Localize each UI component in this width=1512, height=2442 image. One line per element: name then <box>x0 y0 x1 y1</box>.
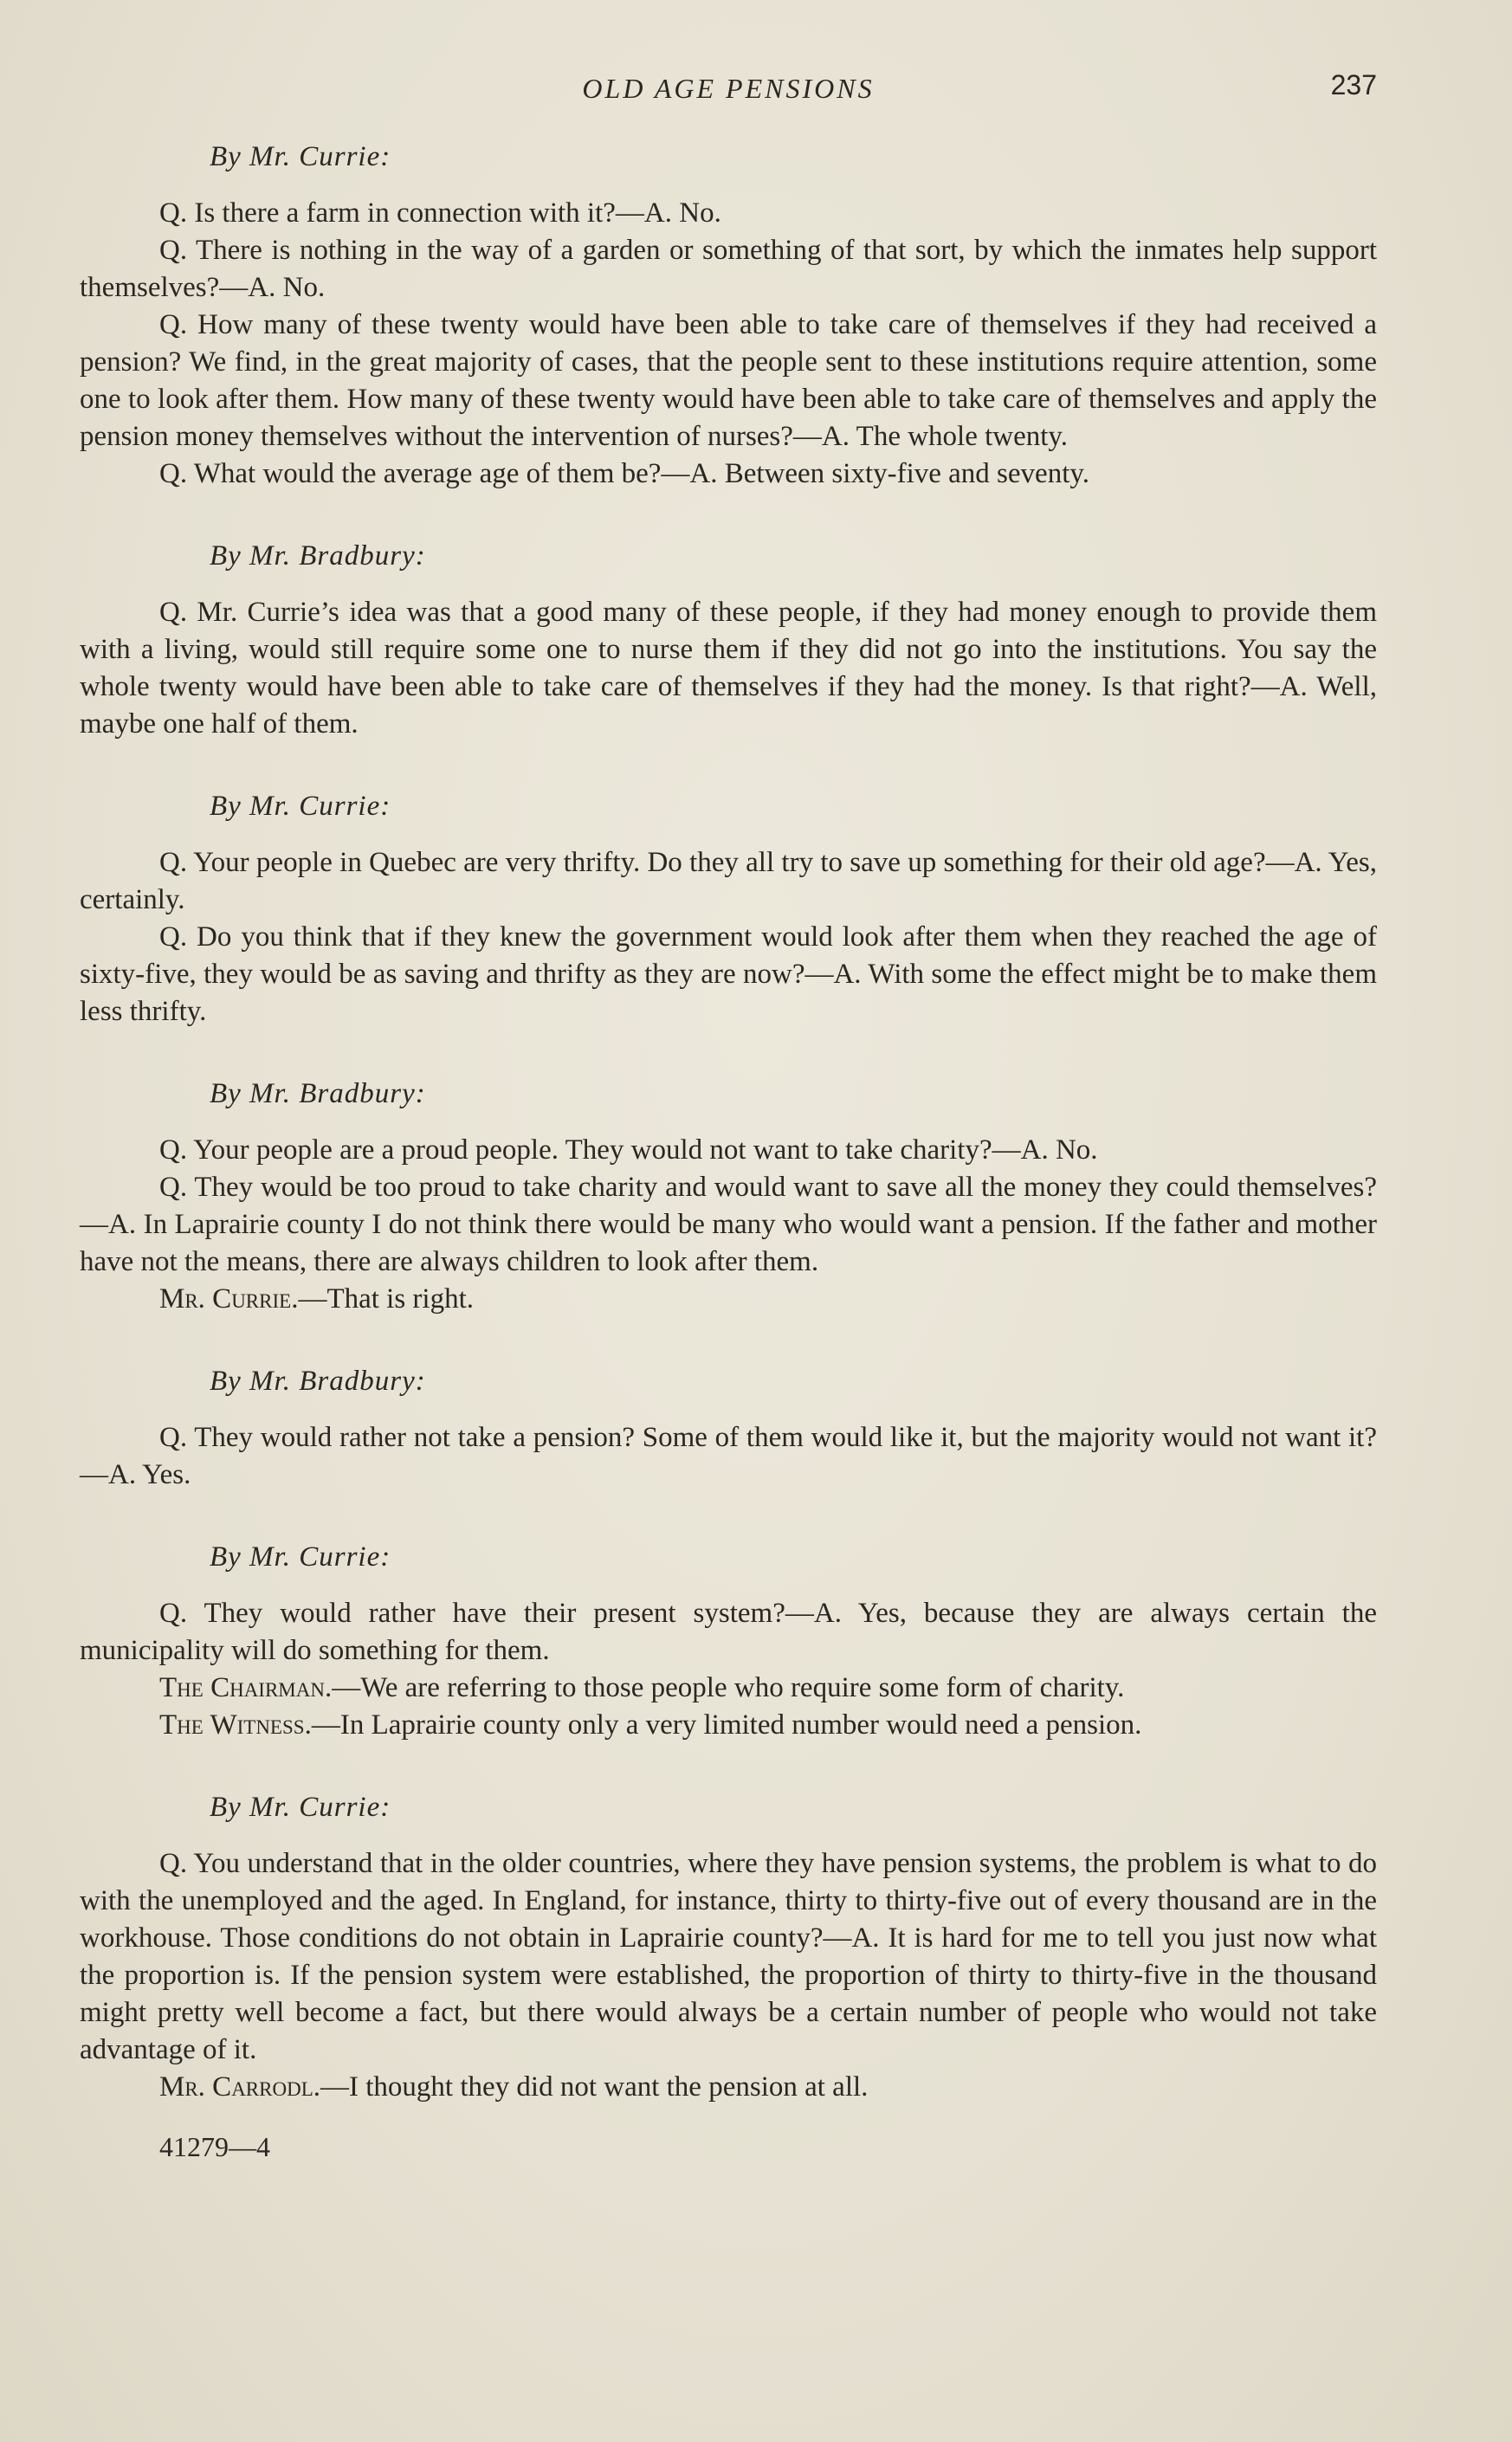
signature-mark: 41279—4 <box>159 2131 270 2162</box>
testimony-paragraph: Q. What would the average age of them be?—A. Between sixty-five and seventy. <box>159 458 1089 489</box>
speaker-heading: By Mr. Currie: <box>210 791 391 822</box>
paragraph-text: —That is right. <box>298 1283 475 1315</box>
testimony-paragraph: Q. They would be too proud to take charity and would want to save all the money they could themselves?—A. In Laprairie county I do not think there would be many who would want a pension. If the father and mother have not the means, there are always children to look after them. <box>80 1172 1377 1277</box>
speaker-name: The Witness. <box>159 1709 312 1741</box>
testimony-paragraph: Q. You understand that in the older countries, where they have pension systems, the problem is what to do with the unemployed and the aged. In England, for instance, thirty to thirty-five out of every thousand are in the workhouse. Those conditions do not obtain in Laprairie county?—A. It is hard for me to tell you just now what the proportion is. If the pension system were established, the proportion of thirty to thirty-five in the thousand might pretty well become a fact, but there would always be a certain number of people who would not take advantage of it. <box>80 1848 1377 2065</box>
speaker-heading: By Mr. Currie: <box>210 1792 391 1823</box>
speaker-name: Mr. Currie. <box>159 1283 299 1315</box>
page-header <box>80 68 1377 111</box>
page-body <box>80 139 1377 2166</box>
testimony-paragraph: Q. They would rather have their present system?—A. Yes, because they are always certain the municipality will do something for them. <box>80 1598 1377 1666</box>
testimony-paragraph: Q. How many of these twenty would have been able to take care of themselves if they had received a pension? We find, in the great majority of cases, that the people sent to these institutions require attention, some one to look after them. How many of these twenty would have been able to take care of themselves and apply the pension money themselves without the intervention of nurses?—A. The whole twenty. <box>80 309 1377 452</box>
testimony-paragraph <box>80 1707 1377 1744</box>
testimony-paragraph <box>80 2069 1377 2106</box>
speaker-heading: By Mr. Currie: <box>210 1541 391 1573</box>
speaker-heading: By Mr. Bradbury: <box>210 1366 426 1397</box>
page-number: 237 <box>1330 69 1377 100</box>
paragraph-text: —In Laprairie county only a very limited number would need a pension. <box>311 1709 1142 1741</box>
running-head: OLD AGE PENSIONS <box>582 73 875 104</box>
paragraph-text: —We are referring to those people who require some form of charity. <box>332 1672 1125 1703</box>
testimony-paragraph: Q. Mr. Currie’s idea was that a good many of these people, if they had money enough to provide them with a living, would still require some one to nurse them if they did not go into the institutions. You say the whole twenty would have been able to take care of themselves if they had the money. Is that right?—A. Well, maybe one half of them. <box>80 597 1377 740</box>
testimony-paragraph: Q. Do you think that if they knew the government would look after them when they reached the age of sixty-five, they would be as saving and thrifty as they are now?—A. With some the effect might be to make them less thrifty. <box>80 921 1377 1027</box>
speaker-heading: By Mr. Bradbury: <box>210 540 426 572</box>
testimony-paragraph: Q. Is there a farm in connection with it?—A. No. <box>159 197 721 229</box>
testimony-paragraph: Q. Your people are a proud people. They would not want to take charity?—A. No. <box>159 1134 1098 1166</box>
speaker-name: Mr. Carrodl. <box>159 2071 321 2103</box>
speaker-name: The Chairman. <box>159 1672 333 1703</box>
speaker-heading: By Mr. Currie: <box>210 141 391 172</box>
speaker-heading: By Mr. Bradbury: <box>210 1078 426 1109</box>
testimony-paragraph: Q. They would rather not take a pension? Some of them would like it, but the majority would not want it?—A. Yes. <box>80 1422 1377 1490</box>
testimony-paragraph <box>80 1670 1377 1707</box>
paragraph-text: —I thought they did not want the pension at all. <box>320 2071 869 2103</box>
testimony-paragraph <box>80 1281 1377 1318</box>
testimony-paragraph: Q. Your people in Quebec are very thrifty. Do they all try to save up something for their old age?—A. Yes, certainly. <box>80 847 1377 915</box>
testimony-paragraph: Q. There is nothing in the way of a garden or something of that sort, by which the inmates help support themselves?—A. No. <box>80 235 1377 303</box>
